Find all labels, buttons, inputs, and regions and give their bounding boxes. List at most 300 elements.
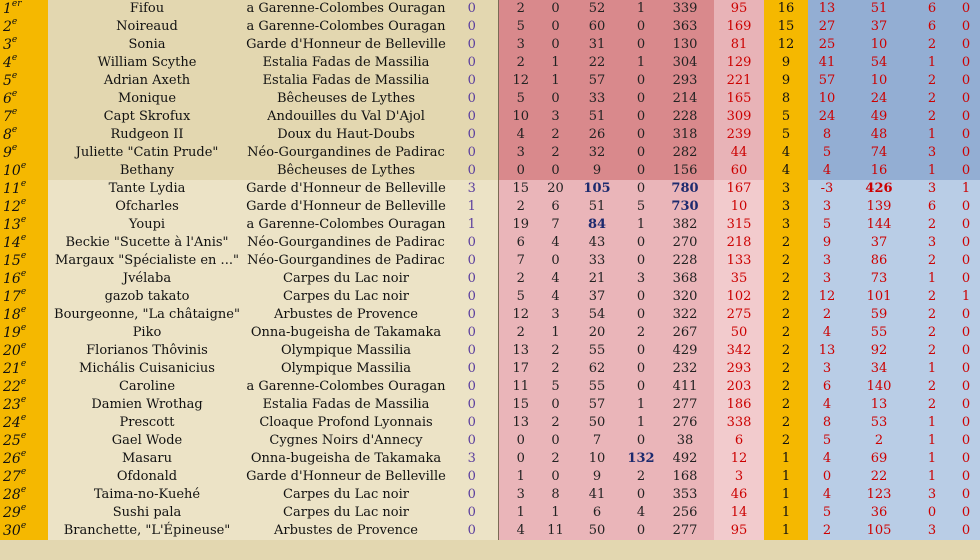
stat-cell: 228 (656, 108, 714, 126)
detail-cell: 1 (952, 180, 980, 198)
rank-number: 3 (3, 37, 12, 53)
rank-cell (0, 396, 48, 414)
player-name: Gael Wode (48, 432, 246, 450)
stat-cell: 54 (568, 306, 626, 324)
rank-number: 24 (3, 415, 21, 431)
player-name: Adrian Axeth (48, 72, 246, 90)
detail-cell: 6 (912, 18, 952, 36)
detail-cell: 3 (808, 270, 846, 288)
rank-suffix: e (20, 161, 27, 171)
detail-cell: 24 (846, 90, 912, 108)
score-cell: 1 (764, 522, 808, 540)
table-row (0, 486, 980, 504)
rank-suffix: e (11, 89, 18, 99)
stat-cell: 4 (498, 126, 543, 144)
stat-cell: 156 (656, 162, 714, 180)
table-row (0, 36, 980, 54)
stat-cell: 50 (568, 414, 626, 432)
table-row (0, 0, 980, 18)
stat-cell: 270 (656, 234, 714, 252)
rank-cell (0, 522, 48, 540)
stat-cell: 51 (568, 198, 626, 216)
stat-cell: 5 (498, 18, 543, 36)
rank-number: 4 (3, 55, 12, 71)
stat-cell: 2 (626, 324, 656, 342)
score-cell: 2 (764, 360, 808, 378)
score-cell: 2 (764, 306, 808, 324)
rank-suffix: e (11, 17, 18, 27)
stat-cell: 0 (626, 432, 656, 450)
stat-cell: 0 (446, 468, 498, 486)
rank-cell (0, 198, 48, 216)
team-name: Néo-Gourgandines de Padirac (247, 145, 445, 160)
player-name: Florianos Thôvinis (48, 342, 246, 360)
score-cell: 9 (764, 54, 808, 72)
points-cell: 14 (714, 504, 764, 522)
rank-suffix: e (20, 233, 27, 243)
rank-cell (0, 54, 48, 72)
stat-cell: 0 (543, 396, 568, 414)
stat-cell: 15 (498, 180, 543, 198)
table-row (0, 198, 980, 216)
detail-cell: 3 (912, 522, 952, 540)
stat-cell: 0 (543, 36, 568, 54)
score-cell: 2 (764, 234, 808, 252)
table-row (0, 18, 980, 36)
rank-cell (0, 18, 48, 36)
detail-cell: 0 (952, 396, 980, 414)
stat-cell: 0 (446, 360, 498, 378)
points-cell: 133 (714, 252, 764, 270)
stat-cell: 0 (446, 90, 498, 108)
player-name: Sonia (48, 36, 246, 54)
rank-number: 18 (3, 307, 21, 323)
table-row (0, 342, 980, 360)
points-cell: 338 (714, 414, 764, 432)
rank-cell (0, 414, 48, 432)
detail-cell: 144 (846, 216, 912, 234)
stat-cell: 0 (626, 288, 656, 306)
rank-suffix: e (11, 53, 18, 63)
detail-cell: 41 (808, 54, 846, 72)
rank-number: 19 (3, 325, 21, 341)
stat-cell: 0 (498, 450, 543, 468)
detail-cell: 24 (808, 108, 846, 126)
stat-cell: 4 (543, 234, 568, 252)
rank-suffix: e (20, 431, 27, 441)
points-cell: 315 (714, 216, 764, 234)
detail-cell: 59 (846, 306, 912, 324)
detail-cell: 2 (912, 252, 952, 270)
detail-cell: 1 (912, 432, 952, 450)
detail-cell: 3 (912, 144, 952, 162)
stat-cell: 0 (498, 432, 543, 450)
detail-cell: 0 (952, 450, 980, 468)
detail-cell: 0 (952, 360, 980, 378)
stat-cell: 4 (626, 504, 656, 522)
stat-cell: 2 (543, 144, 568, 162)
score-cell: 8 (764, 90, 808, 108)
detail-cell: 0 (952, 18, 980, 36)
detail-cell: 1 (912, 162, 952, 180)
stat-cell: 11 (543, 522, 568, 540)
detail-cell: 2 (808, 522, 846, 540)
detail-cell: 0 (952, 144, 980, 162)
stat-cell: 0 (626, 342, 656, 360)
rank-cell (0, 504, 48, 522)
detail-cell: 37 (846, 18, 912, 36)
player-name: gazob takato (48, 288, 246, 306)
detail-cell: 5 (808, 216, 846, 234)
rank-suffix: e (11, 107, 18, 117)
rank-number: 28 (3, 487, 21, 503)
detail-cell: 13 (808, 0, 846, 18)
stat-cell: 0 (446, 126, 498, 144)
rank-number: 30 (3, 523, 21, 539)
rank-suffix: e (20, 269, 27, 279)
table-row (0, 108, 980, 126)
score-cell: 3 (764, 216, 808, 234)
rank-cell (0, 342, 48, 360)
stat-cell: 0 (446, 0, 498, 18)
table-row (0, 432, 980, 450)
rank-suffix: e (11, 71, 18, 81)
detail-cell: 9 (808, 234, 846, 252)
stat-cell: 7 (568, 432, 626, 450)
rank-cell (0, 306, 48, 324)
stat-cell: 9 (568, 468, 626, 486)
detail-cell: 0 (952, 342, 980, 360)
points-cell: 95 (714, 522, 764, 540)
rank-number: 2 (3, 19, 12, 35)
player-name: Juliette "Catin Prude" (48, 144, 246, 162)
detail-cell: 139 (846, 198, 912, 216)
detail-cell: 16 (846, 162, 912, 180)
rank-cell (0, 432, 48, 450)
stat-cell: 11 (498, 378, 543, 396)
stat-cell: 0 (626, 306, 656, 324)
player-name: Bethany (48, 162, 246, 180)
table-row (0, 360, 980, 378)
player-name: Prescott (48, 414, 246, 432)
stat-cell: 3 (543, 306, 568, 324)
points-cell: 221 (714, 72, 764, 90)
stat-cell: 0 (446, 522, 498, 540)
detail-cell: 426 (846, 180, 912, 198)
player-name: Fifou (48, 0, 246, 18)
stat-cell: 0 (446, 234, 498, 252)
stat-cell: 0 (446, 288, 498, 306)
detail-cell: -3 (808, 180, 846, 198)
team-name: Olympique Massilia (246, 360, 446, 378)
stat-cell: 382 (656, 216, 714, 234)
rank-suffix: e (20, 413, 27, 423)
detail-cell: 105 (846, 522, 912, 540)
detail-cell: 2 (912, 396, 952, 414)
rank-number: 25 (3, 433, 21, 449)
player-name: Branchette, "L'Épineuse" (48, 522, 246, 540)
stat-cell: 5 (498, 288, 543, 306)
stat-cell: 0 (543, 162, 568, 180)
player-name: Ofcharles (48, 198, 246, 216)
stat-cell: 0 (543, 18, 568, 36)
stat-cell: 13 (498, 342, 543, 360)
team-name: Onna-bugeisha de Takamaka (246, 324, 446, 342)
stat-cell: 168 (656, 468, 714, 486)
score-cell: 2 (764, 252, 808, 270)
player-name: Taima-no-Kuehé (48, 486, 246, 504)
detail-cell: 101 (846, 288, 912, 306)
rank-cell (0, 180, 48, 198)
team-name: Andouilles du Val D'Ajol (246, 108, 446, 126)
detail-cell: 74 (846, 144, 912, 162)
rank-cell (0, 486, 48, 504)
player-name: Piko (48, 324, 246, 342)
stat-cell: 232 (656, 360, 714, 378)
rank-cell (0, 288, 48, 306)
points-cell: 309 (714, 108, 764, 126)
stat-cell: 0 (626, 522, 656, 540)
score-cell: 2 (764, 432, 808, 450)
points-cell: 44 (714, 144, 764, 162)
points-cell: 203 (714, 378, 764, 396)
detail-cell: 2 (912, 306, 952, 324)
detail-cell: 54 (846, 54, 912, 72)
rank-number: 6 (3, 91, 12, 107)
detail-cell: 4 (808, 324, 846, 342)
stat-cell: 3 (498, 486, 543, 504)
stat-cell: 5 (543, 378, 568, 396)
points-cell: 95 (714, 0, 764, 18)
stat-cell: 0 (626, 162, 656, 180)
player-name: Damien Wrothag (48, 396, 246, 414)
stat-cell: 3 (446, 180, 498, 198)
detail-cell: 8 (808, 126, 846, 144)
player-name: Margaux "Spécialiste en ..." (48, 252, 246, 270)
team-name: Garde d'Honneur de Belleville (246, 37, 446, 52)
points-cell: 167 (714, 180, 764, 198)
detail-cell: 22 (846, 468, 912, 486)
player-name: Monique (48, 90, 246, 108)
detail-cell: 1 (912, 54, 952, 72)
stat-cell: 0 (446, 54, 498, 72)
stat-cell: 0 (543, 468, 568, 486)
detail-cell: 6 (912, 198, 952, 216)
table-row (0, 306, 980, 324)
team-name: Bêcheuses de Lythes (246, 162, 446, 180)
stat-cell: 256 (656, 504, 714, 522)
rank-number: 17 (3, 289, 21, 305)
stat-cell: 57 (568, 396, 626, 414)
stat-cell: 492 (656, 450, 714, 468)
table-row (0, 216, 980, 234)
table-row (0, 252, 980, 270)
stat-cell: 282 (656, 144, 714, 162)
score-cell: 2 (764, 378, 808, 396)
stat-cell: 1 (626, 0, 656, 18)
table-row (0, 180, 980, 198)
player-name: Noireaud (48, 18, 246, 36)
stat-cell: 1 (498, 468, 543, 486)
rank-suffix: e (11, 125, 18, 135)
rank-number: 7 (3, 109, 12, 125)
stat-cell: 60 (568, 18, 626, 36)
team-name: Carpes du Lac noir (246, 486, 446, 504)
stat-cell: 1 (626, 216, 656, 234)
detail-cell: 86 (846, 252, 912, 270)
player-name: Bourgeonne, "La châtaigne" (48, 306, 246, 324)
points-cell: 342 (714, 342, 764, 360)
rank-number: 16 (3, 271, 21, 287)
stat-cell: 19 (498, 216, 543, 234)
detail-cell: 4 (808, 396, 846, 414)
stat-cell: 730 (656, 198, 714, 216)
detail-cell: 5 (808, 432, 846, 450)
stat-cell: 26 (568, 126, 626, 144)
rank-number: 14 (3, 235, 21, 251)
rank-suffix: e (11, 143, 18, 153)
score-cell: 1 (764, 486, 808, 504)
rank-cell (0, 252, 48, 270)
stat-cell: 320 (656, 288, 714, 306)
stat-cell: 1 (626, 414, 656, 432)
points-cell: 129 (714, 54, 764, 72)
points-cell: 218 (714, 234, 764, 252)
stat-cell: 105 (568, 180, 626, 198)
rank-cell (0, 162, 48, 180)
stat-cell: 4 (543, 270, 568, 288)
stat-cell: 293 (656, 72, 714, 90)
stat-cell: 411 (656, 378, 714, 396)
detail-cell: 6 (912, 0, 952, 18)
rank-number: 12 (3, 199, 21, 215)
detail-cell: 0 (952, 414, 980, 432)
detail-cell: 1 (912, 450, 952, 468)
table-row (0, 144, 980, 162)
stat-cell: 2 (543, 450, 568, 468)
detail-cell: 0 (952, 432, 980, 450)
stat-cell: 51 (568, 108, 626, 126)
detail-cell: 10 (808, 90, 846, 108)
rank-number: 29 (3, 505, 21, 521)
stat-cell: 9 (568, 162, 626, 180)
stat-cell: 57 (568, 72, 626, 90)
detail-cell: 0 (952, 72, 980, 90)
team-name: Estalia Fadas de Massilia (246, 54, 446, 72)
stat-cell: 41 (568, 486, 626, 504)
score-cell: 16 (764, 0, 808, 18)
points-cell: 165 (714, 90, 764, 108)
detail-cell: 34 (846, 360, 912, 378)
stat-cell: 0 (446, 414, 498, 432)
stat-cell: 0 (446, 486, 498, 504)
score-cell: 4 (764, 144, 808, 162)
stat-cell: 8 (543, 486, 568, 504)
detail-cell: 2 (912, 342, 952, 360)
rank-number: 8 (3, 127, 12, 143)
rank-suffix: er (11, 0, 22, 9)
stat-cell: 22 (568, 54, 626, 72)
team-name: Carpes du Lac noir (246, 288, 446, 306)
points-cell: 81 (714, 36, 764, 54)
detail-cell: 4 (808, 162, 846, 180)
team-name: Arbustes de Provence (246, 522, 446, 540)
team-name: Doux du Haut-Doubs (246, 126, 446, 144)
detail-cell: 12 (808, 288, 846, 306)
score-cell: 3 (764, 198, 808, 216)
team-name: Garde d'Honneur de Belleville (246, 469, 446, 484)
rank-cell (0, 468, 48, 486)
score-cell: 15 (764, 18, 808, 36)
points-cell: 12 (714, 450, 764, 468)
player-name: Masaru (48, 450, 246, 468)
points-cell: 46 (714, 486, 764, 504)
stat-cell: 0 (626, 144, 656, 162)
player-name: William Scythe (48, 54, 246, 72)
score-cell: 2 (764, 396, 808, 414)
player-name: Tante Lydia (48, 180, 246, 198)
team-name: Bêcheuses de Lythes (246, 90, 446, 108)
stat-cell: 43 (568, 234, 626, 252)
stat-cell: 0 (446, 270, 498, 288)
detail-cell: 27 (808, 18, 846, 36)
points-cell: 239 (714, 126, 764, 144)
stat-cell: 277 (656, 522, 714, 540)
score-cell: 2 (764, 324, 808, 342)
stat-cell: 0 (543, 0, 568, 18)
stat-cell: 276 (656, 414, 714, 432)
stat-cell: 1 (626, 396, 656, 414)
detail-cell: 57 (808, 72, 846, 90)
detail-cell: 3 (808, 198, 846, 216)
team-name: Cloaque Profond Lyonnais (246, 414, 446, 432)
rank-number: 20 (3, 343, 21, 359)
detail-cell: 140 (846, 378, 912, 396)
detail-cell: 0 (952, 306, 980, 324)
rank-suffix: e (20, 215, 27, 225)
rank-suffix: e (20, 359, 27, 369)
stat-cell: 214 (656, 90, 714, 108)
detail-cell: 0 (952, 36, 980, 54)
team-name: Onna-bugeisha de Takamaka (246, 450, 446, 468)
detail-cell: 0 (952, 90, 980, 108)
detail-cell: 5 (808, 144, 846, 162)
detail-cell: 3 (912, 486, 952, 504)
score-cell: 5 (764, 126, 808, 144)
stat-cell: 0 (626, 234, 656, 252)
table-row (0, 522, 980, 540)
detail-cell: 0 (952, 54, 980, 72)
team-name: a Garenne-Colombes Ouragan (246, 19, 446, 34)
detail-cell: 1 (912, 270, 952, 288)
stat-cell: 3 (543, 108, 568, 126)
detail-cell: 10 (846, 72, 912, 90)
detail-cell: 8 (808, 414, 846, 432)
detail-cell: 3 (912, 180, 952, 198)
rank-number: 22 (3, 379, 21, 395)
detail-cell: 69 (846, 450, 912, 468)
points-cell: 275 (714, 306, 764, 324)
player-name: Capt Skrofux (48, 108, 246, 126)
stat-cell: 5 (626, 198, 656, 216)
stat-cell: 130 (656, 36, 714, 54)
stat-cell: 0 (626, 36, 656, 54)
stat-cell: 12 (498, 72, 543, 90)
rank-number: 13 (3, 217, 21, 233)
table-row (0, 396, 980, 414)
stat-cell: 1 (446, 216, 498, 234)
score-cell: 1 (764, 450, 808, 468)
